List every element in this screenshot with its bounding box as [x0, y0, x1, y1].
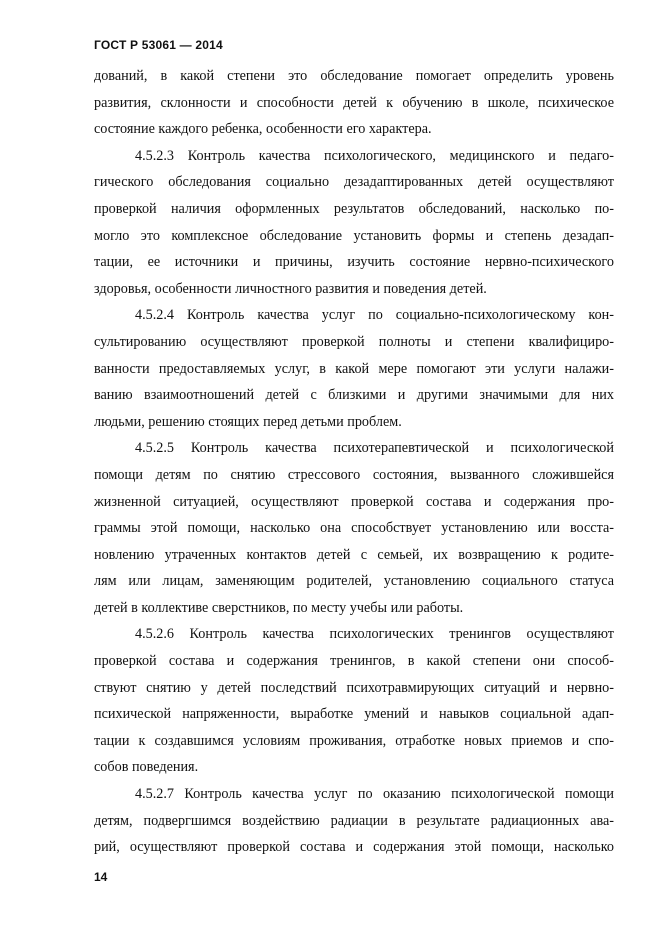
- text-line: новлению утраченных контактов детей с семьей, их возвращению к родите-: [94, 546, 614, 563]
- text-line: людьми, решению стоящих перед детьми проблем.: [94, 413, 402, 430]
- text-line: ванию взаимоотношений детей с близкими и другими значимыми для них: [94, 387, 614, 404]
- paragraph-continuation: [94, 63, 614, 143]
- text-line: детей в коллективе сверстников, по месту учебы или работы.: [94, 599, 464, 616]
- paragraph-4-5-2-3: [94, 143, 614, 303]
- text-line: 4.5.2.3 Контроль качества психологического, медицинского и педаго-: [135, 147, 614, 164]
- document-header: ГОСТ Р 53061 — 2014: [94, 38, 223, 52]
- text-line: 4.5.2.5 Контроль качества психотерапевтической и психологической: [135, 440, 614, 457]
- text-line: 4.5.2.6 Контроль качества психологических тренингов осуществляют: [135, 626, 614, 643]
- text-line: лям или лицам, заменяющим родителей, установлению социального статуса: [94, 573, 614, 590]
- text-line: ванности предоставляемых услуг, в какой мере помогают эти услуги налажи-: [94, 360, 614, 377]
- paragraph-4-5-2-6: [94, 621, 614, 781]
- text-line: ствуют снятию у детей последствий психотравмирующих ситуаций и нервно-: [94, 679, 614, 696]
- text-line: гического обследования социально дезадаптированных детей осуществляют: [94, 174, 614, 191]
- text-line: психической напряженности, выработке умений и навыков социальной адап-: [94, 706, 614, 723]
- text-line: рий, осуществляют проверкой состава и содержания этой помощи, насколько: [94, 839, 614, 856]
- document-body: [94, 63, 614, 861]
- page-number: 14: [94, 870, 108, 884]
- text-line: тации к создавшимся условиям проживания, отработке новых приемов и спо-: [94, 732, 614, 749]
- text-line: собов поведения.: [94, 759, 199, 776]
- paragraph-4-5-2-7: [94, 781, 614, 861]
- text-line: сультированию осуществляют проверкой полноты и степени квалифициро-: [94, 333, 614, 350]
- text-line: граммы этой помощи, насколько она способствует установлению или восста-: [94, 520, 614, 537]
- text-line: 4.5.2.4 Контроль качества услуг по социально-психологическому кон-: [135, 307, 614, 324]
- text-line: могло это комплексное обследование установить формы и степень дезадап-: [94, 227, 614, 244]
- text-line: дований, в какой степени это обследование помогает определить уровень: [94, 68, 614, 84]
- text-line: детям, подвергшимся воздействию радиации в результате радиационных ава-: [94, 812, 614, 829]
- text-line: 4.5.2.7 Контроль качества услуг по оказанию психологической помощи: [135, 786, 614, 803]
- text-line: проверкой состава и содержания тренингов, в какой степени они способ-: [94, 653, 614, 670]
- text-line: развития, склонности и способности детей к обучению в школе, психическое: [94, 94, 614, 111]
- text-line: проверкой наличия оформленных результатов обследований, насколько по-: [94, 200, 614, 217]
- text-line: помощи детям по снятию стрессового состояния, вызванного сложившейся: [94, 466, 614, 483]
- text-line: тации, ее источники и причины, изучить состояние нервно-психического: [94, 254, 614, 271]
- paragraph-4-5-2-5: [94, 435, 614, 621]
- text-line: состояние каждого ребенка, особенности его характера.: [94, 121, 432, 138]
- text-line: жизненной ситуацией, осуществляют проверкой состава и содержания про-: [94, 493, 614, 510]
- text-line: здоровья, особенности личностного развития и поведения детей.: [94, 280, 487, 297]
- paragraph-4-5-2-4: [94, 302, 614, 435]
